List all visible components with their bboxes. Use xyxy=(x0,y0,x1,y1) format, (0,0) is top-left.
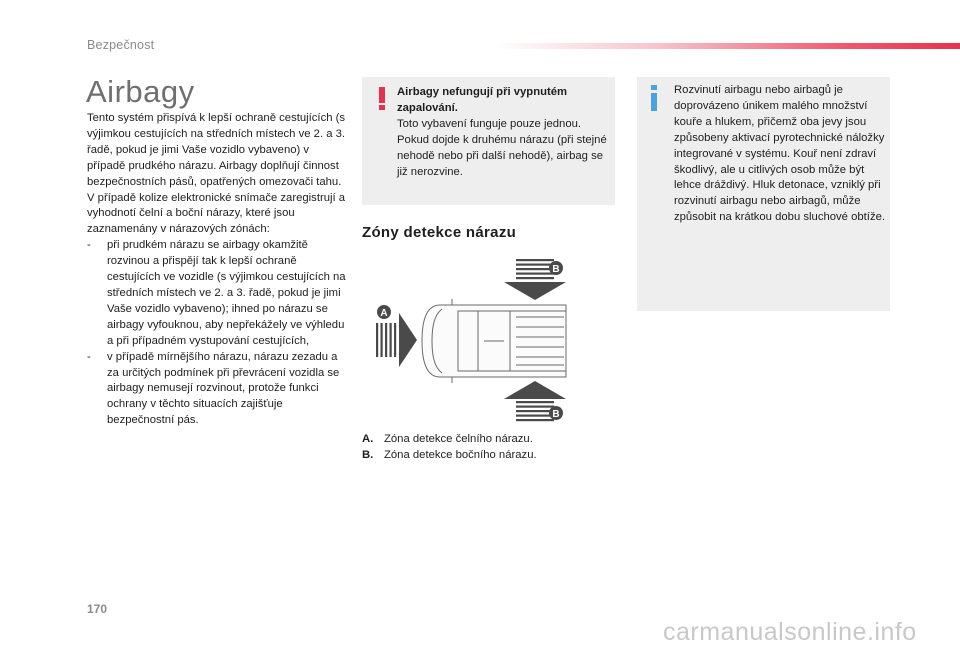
exclamation-icon xyxy=(377,87,387,111)
intro-column xyxy=(87,111,349,429)
impact-list xyxy=(87,238,349,429)
warning-bold-text: Airbagy nefungují při vypnutém zapalování. xyxy=(397,86,568,114)
bullet-dash: - xyxy=(87,239,91,252)
bullet-dash: - xyxy=(87,350,91,363)
badge-b-bottom-label: B xyxy=(552,409,560,420)
legend-text: Zóna detekce čelního nárazu. xyxy=(384,433,533,445)
info-box xyxy=(637,77,890,311)
info-icon xyxy=(647,85,661,111)
list-item-text: v případě mírnějšího nárazu, nárazu zezadu a za určitých podmínek při převrácení vozidla se airbagy nemusejí rozvinout, protože funkci ochrany v těchto situacích zajišťuje bezpečnostní pás. xyxy=(107,350,340,427)
info-text: Rozvinutí airbagu nebo airbagů je doprovázeno únikem malého množství kouře a hlukem, přičemž oba jevy jsou způsobeny aktivací pyrotechnické náložky integrované v systému. Kouř není zdraví škodlivý, ale u citlivých osob může být lehce dráždivý. Hluk detonace, vzniklý při rozvinutí airbagu nebo airbagů, může způsobit na krátkou dobu sluchové obtíže. xyxy=(674,84,886,224)
impact-zones-diagram xyxy=(370,255,570,425)
warning-text xyxy=(397,85,607,180)
page-number: 170 xyxy=(87,602,108,616)
legend-item xyxy=(362,447,537,463)
warning-body-text: Toto vybavení funguje pouze jednou. Pokud dojde k druhému nárazu (při stejné nehodě nebo při další nehodě), airbag se již nerozvine. xyxy=(397,117,607,178)
front-arrow xyxy=(376,313,417,367)
list-item-text: při prudkém nárazu se airbagy okamžitě rozvinou a přispějí tak k lepší ochraně cestujících ve vozidle (s výjimkou cestujících na středních místech ve 2. a 3. řadě, pokud je jimi Vaše vozidlo vybaveno); ihned po nárazu se airbagy vyfouknou, aby nepřekážely ve výhledu a při případném vystupování cestujících, xyxy=(107,239,346,347)
van-top-view xyxy=(422,299,566,383)
header-accent-bar xyxy=(495,43,960,49)
page-title: Airbagy xyxy=(86,74,195,109)
badge-a-label: A xyxy=(380,308,388,319)
diagram-legend xyxy=(362,431,537,463)
intro-paragraph: Tento systém přispívá k lepší ochraně cestujících (s výjimkou cestujících na středních místech ve 2. a 3. řadě, pokud je jimi Vaše vozidlo vybaveno) v případě prudkého nárazu. Airbagy doplňují činnost bezpečnostních pásů, opatřených omezovači tahu. xyxy=(87,112,346,188)
legend-text: Zóna detekce bočního nárazu. xyxy=(384,449,537,461)
watermark: carmanualsonline.info xyxy=(663,618,917,646)
zones-heading: Zóny detekce nárazu xyxy=(362,224,517,241)
list-item xyxy=(87,350,349,430)
legend-key: B. xyxy=(362,449,374,461)
intro-paragraph: V případě kolize elektronické snímače zaregistrují a vyhodnotí čelní a boční nárazy, které jsou zaznamenány v nárazových zónách: xyxy=(87,191,346,236)
badge-b-top-label: B xyxy=(552,264,560,275)
warning-box xyxy=(362,77,615,205)
legend-key: A. xyxy=(362,433,374,445)
legend-item xyxy=(362,431,537,447)
list-item xyxy=(87,238,349,349)
header-section-label: Bezpečnost xyxy=(87,38,155,52)
